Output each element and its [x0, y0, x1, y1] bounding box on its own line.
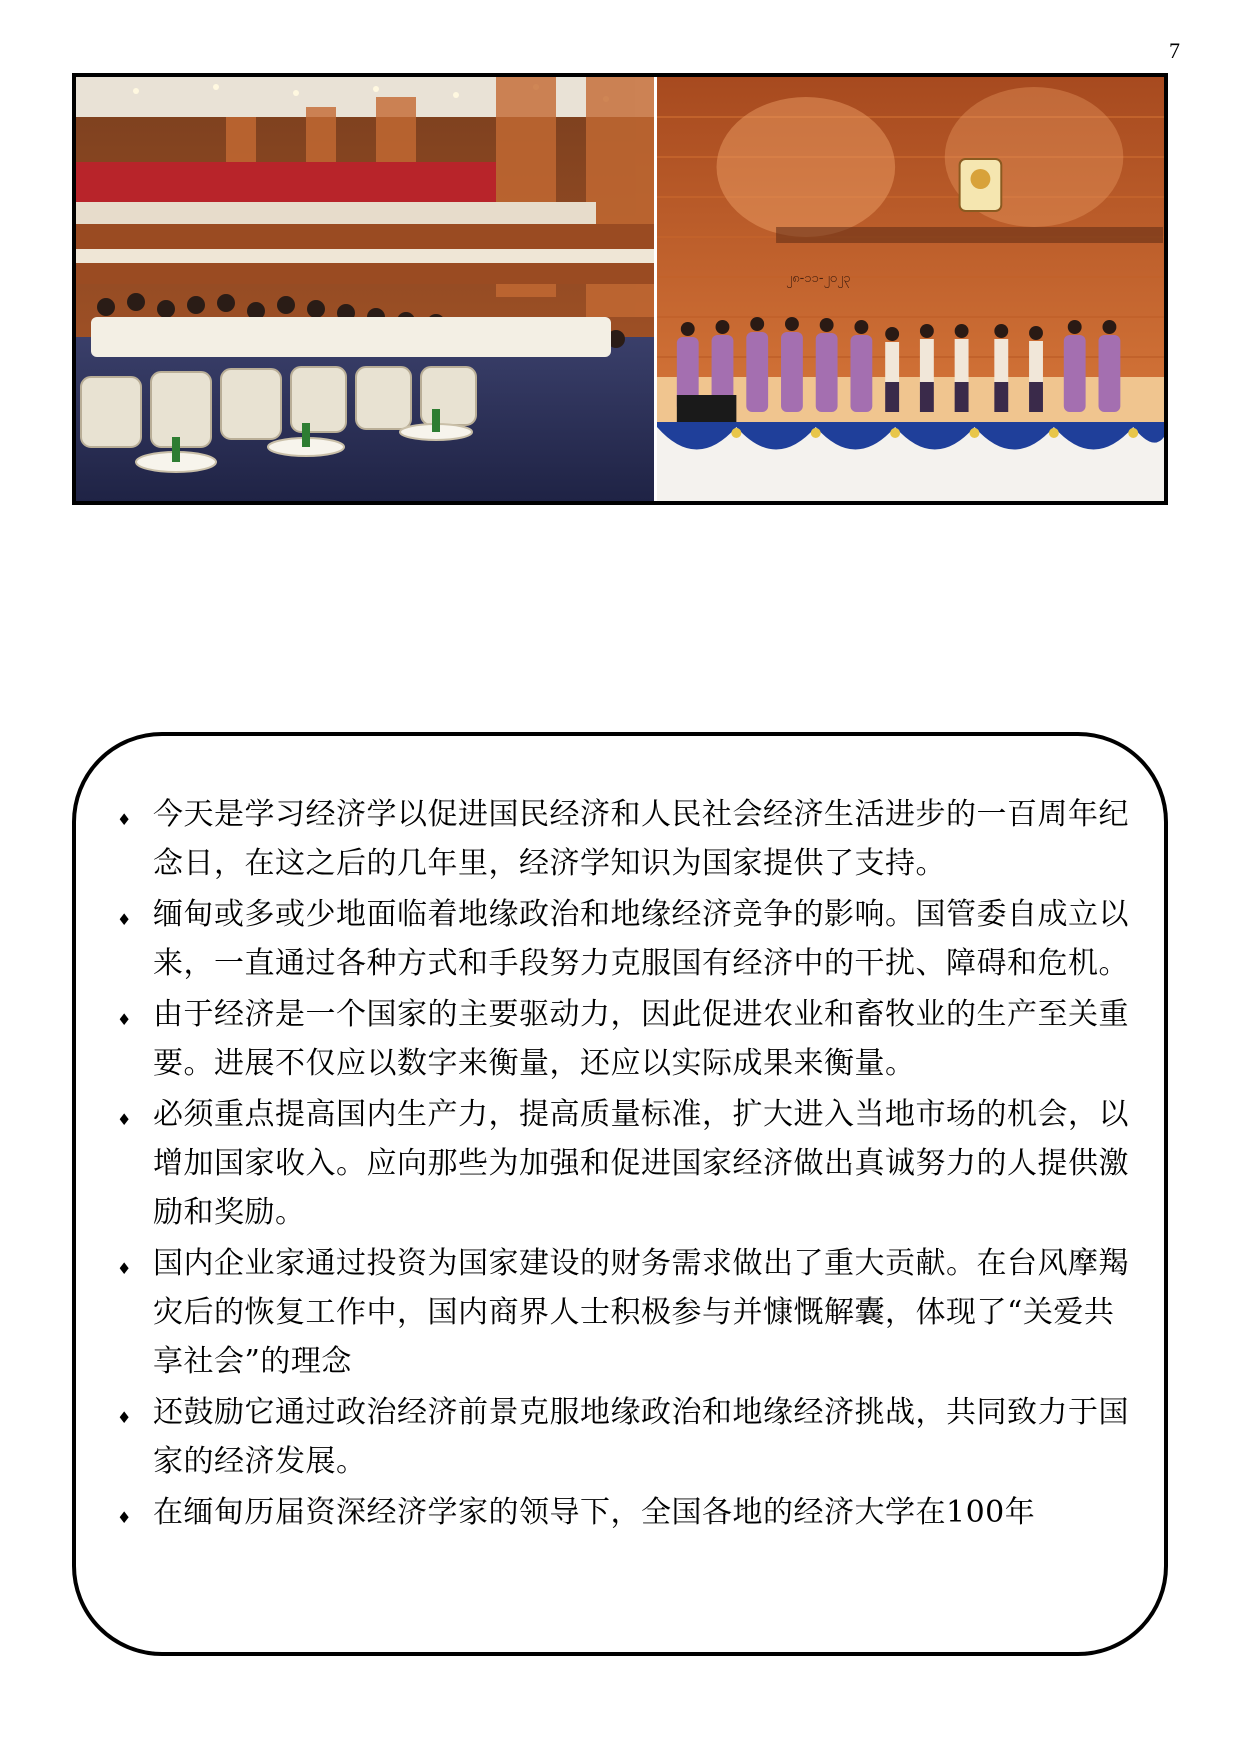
diamond-bullet-icon: ♦ — [117, 810, 132, 829]
bullet-text: 由于经济是一个国家的主要驱动力，因此促进农业和畜牧业的生产至关重要。进展不仅应以数字来衡量，还应以实际成果来衡量。 — [153, 997, 1129, 1081]
list-item — [115, 1239, 1140, 1386]
diamond-bullet-icon: ♦ — [117, 1508, 132, 1527]
stage-dance-performance-photo — [657, 77, 1164, 501]
banner-text-decoration — [776, 227, 1163, 243]
list-item — [115, 890, 1140, 988]
diamond-bullet-icon: ♦ — [117, 1408, 132, 1427]
bullet-text: 还鼓励它通过政治经济前景克服地缘政治和地缘经济挑战，共同致力于国家的经济发展。 — [153, 1395, 1129, 1479]
bullet-text: 在缅甸历届资深经济学家的领导下，全国各地的经济大学在100年 — [153, 1495, 1036, 1530]
bullet-list — [115, 790, 1140, 1539]
bullet-text: 今天是学习经济学以促进国民经济和人民社会经济生活进步的一百周年纪念日，在这之后的几年里，经济学知识为国家提供了支持。 — [153, 797, 1129, 881]
list-item — [115, 990, 1140, 1088]
list-item — [115, 1488, 1140, 1537]
diamond-bullet-icon: ♦ — [117, 1259, 132, 1278]
auditorium-audience-photo — [76, 77, 657, 501]
diamond-bullet-icon: ♦ — [117, 1110, 132, 1129]
bullet-text: 必须重点提高国内生产力，提高质量标准，扩大进入当地市场的机会，以增加国家收入。应向那些为加强和促进国家经济做出真诚努力的人提供激励和奖励。 — [153, 1097, 1129, 1230]
page-number: 7 — [1169, 38, 1180, 63]
photo-strip — [72, 73, 1168, 505]
bullet-text: 国内企业家通过投资为国家建设的财务需求做出了重大贡献。在台风摩羯灾后的恢复工作中，国内商界人士积极参与并慷慨解囊，体现了“关爱共享社会”的理念 — [153, 1246, 1129, 1379]
diamond-bullet-icon: ♦ — [117, 1010, 132, 1029]
list-item — [115, 790, 1140, 888]
bullet-text: 缅甸或多或少地面临着地缘政治和地缘经济竞争的影响。国管委自成立以来，一直通过各种方式和手段努力克服国有经济中的干扰、障碍和危机。 — [153, 897, 1129, 981]
list-item — [115, 1388, 1140, 1486]
list-item — [115, 1090, 1140, 1237]
stage-date-text: ၂၈-၁၁-၂၀၂၃ — [785, 270, 851, 287]
diamond-bullet-icon: ♦ — [117, 910, 132, 929]
